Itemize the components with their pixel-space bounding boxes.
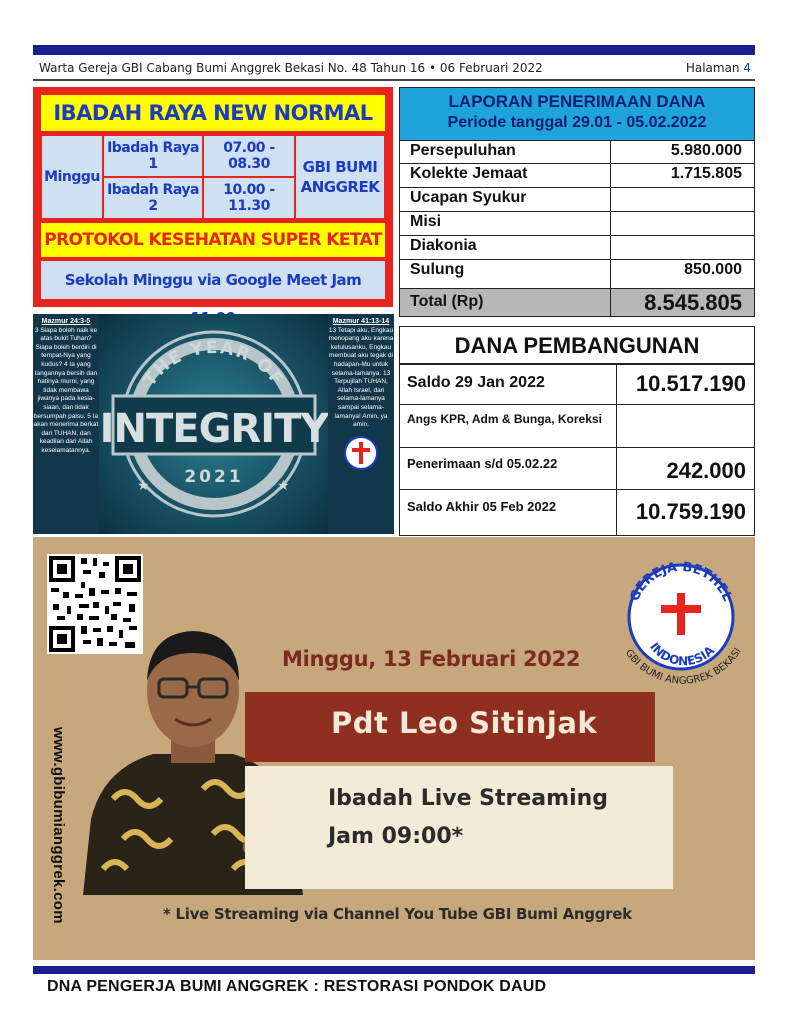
report-total-row	[400, 288, 754, 316]
fund-row-value: 242.000	[666, 458, 746, 483]
report-row	[400, 235, 754, 259]
fund-row-label: Saldo Akhir 05 Feb 2022	[407, 499, 557, 514]
speaker-name-band	[245, 692, 655, 762]
report-total-value: 8.545.805	[644, 290, 742, 315]
live-streaming-banner	[33, 537, 755, 960]
streaming-time: Jam 09:00*	[328, 824, 464, 849]
report-row-label: Persepuluhan	[410, 142, 516, 159]
report-row	[400, 187, 754, 211]
venue-line-2: ANGGREK	[300, 178, 380, 196]
service-schedule-box	[33, 87, 393, 307]
fund-row-label: Angs KPR, Adm & Bunga, Koreksi	[407, 412, 602, 426]
header-title: Warta Gereja GBI Cabang Bumi Anggrek Bekasi No. 48 Tahun 16 • 06 Februari 2022	[39, 61, 543, 75]
report-row	[400, 163, 754, 187]
report-row-value: 1.715.805	[670, 165, 742, 182]
arc-text: THE YEAR OF	[139, 337, 289, 391]
integrity-word: INTEGRITY	[99, 406, 328, 452]
building-fund-table	[399, 326, 755, 536]
finance-report-table	[399, 87, 755, 317]
fund-row	[400, 365, 754, 405]
service-time-1: 07.00 - 08.30	[203, 135, 295, 177]
footer-motto: DNA PENGERJA BUMI ANGGREK : RESTORASI PONDOK DAUD	[47, 978, 547, 995]
service-name-1: Ibadah Raya 1	[103, 135, 203, 177]
report-title: LAPORAN PENERIMAAN DANA	[448, 92, 706, 111]
fund-row-label: Penerimaan s/d 05.02.22	[407, 456, 558, 471]
logo-arc-bottom: GBI BUMI ANGGREK BEKASI	[622, 646, 744, 685]
logo-arc-mid: INDONESIA	[647, 640, 717, 669]
website-url[interactable]: www.gbibumianggrek.com	[50, 727, 67, 924]
integrity-seal-graphic	[99, 314, 328, 534]
year-of-integrity-panel	[33, 314, 394, 534]
report-total-label: Total (Rp)	[410, 293, 484, 310]
report-row-label: Kolekte Jemaat	[410, 165, 528, 182]
fund-row	[400, 448, 754, 490]
integrity-emblem	[99, 314, 328, 534]
streaming-info-band	[245, 766, 673, 889]
report-row-label: Misi	[410, 213, 442, 230]
page-indicator	[686, 61, 751, 75]
integrity-year: 2021	[184, 467, 244, 487]
page-label: Halaman	[685, 61, 740, 75]
streaming-footnote: * Live Streaming via Channel You Tube GBI Bumi Anggrek	[163, 905, 632, 923]
venue-line-1: GBI BUMI	[302, 158, 378, 176]
report-row-value: 850.000	[684, 261, 742, 278]
header-rule	[33, 79, 755, 81]
streaming-title: Ibadah Live Streaming	[328, 786, 609, 811]
report-row	[400, 140, 754, 163]
star-icon: ★	[277, 477, 290, 493]
report-row-value: 5.980.000	[670, 142, 742, 159]
psalm-left-text: 3 Siapa boleh naik ke atas bukit Tuhan? Siapa boleh berdiri di tempat-Nya yang kudus? 4 Ia yang tangannya bersih dan hatinya murni, yang tidak membawa jiwanya pada kesia-siaan, dan tidak bersumpah palsu. 5 Ia akan menerima berkat dari TUHAN, dan keadilan dari Allah keselamatannya.	[33, 326, 99, 454]
fund-row-label: Saldo 29 Jan 2022	[407, 374, 545, 391]
newsletter-header	[33, 60, 755, 78]
service-table	[41, 135, 385, 219]
fund-row	[400, 490, 754, 536]
top-bar	[33, 45, 755, 55]
star-icon: ★	[137, 477, 150, 493]
psalm-left	[33, 314, 99, 534]
gbi-logo-icon	[613, 555, 751, 685]
report-row-label: Ucapan Syukur	[410, 189, 527, 206]
logo-arc-top: GEREJA BETHEL	[627, 559, 735, 604]
psalm-right-ref: Mazmur 41:13-14	[332, 318, 390, 325]
fund-row-value: 10.517.190	[635, 371, 746, 396]
report-row-label: Sulung	[410, 261, 465, 278]
psalm-right-text: 13 Tetapi aku, Engkau menopang aku karena ketulusanku, Engkau membuat aku tegak di hadapan-Mu untuk selama-lamanya. 13 Terpujilah TUHAN, Allah Israel, dari selama-lamanya sampai selama-lamanya! Amin, ya amin.	[328, 326, 394, 429]
service-day: Minggu	[41, 135, 103, 219]
report-row	[400, 211, 754, 235]
report-period: Periode tanggal 29.01 - 05.02.2022	[447, 114, 707, 131]
report-row-label: Diakonia	[410, 237, 477, 254]
psalm-right	[328, 314, 394, 534]
health-protocol: PROTOKOL KESEHATAN SUPER KETAT	[41, 223, 385, 257]
service-title: IBADAH RAYA NEW NORMAL	[41, 95, 385, 131]
service-venue	[295, 135, 385, 219]
fund-row	[400, 405, 754, 448]
psalm-left-ref: Mazmur 24:3-5	[41, 318, 91, 325]
speaker-name: Pdt Leo Sitinjak	[331, 706, 598, 740]
fund-row-value: 10.759.190	[635, 499, 746, 524]
page-number: 4	[743, 61, 751, 75]
gbi-logo-small-icon	[344, 436, 378, 470]
service-time-2: 10.00 - 11.30	[203, 177, 295, 219]
sunday-school-note: Sekolah Minggu via Google Meet Jam	[41, 261, 385, 299]
event-date: Minggu, 13 Februari 2022	[282, 647, 581, 671]
bottom-bar	[33, 966, 755, 974]
report-row	[400, 259, 754, 288]
service-name-2: Ibadah Raya 2	[103, 177, 203, 219]
report-header	[400, 88, 754, 140]
building-fund-title: DANA PEMBANGUNAN	[400, 327, 754, 365]
